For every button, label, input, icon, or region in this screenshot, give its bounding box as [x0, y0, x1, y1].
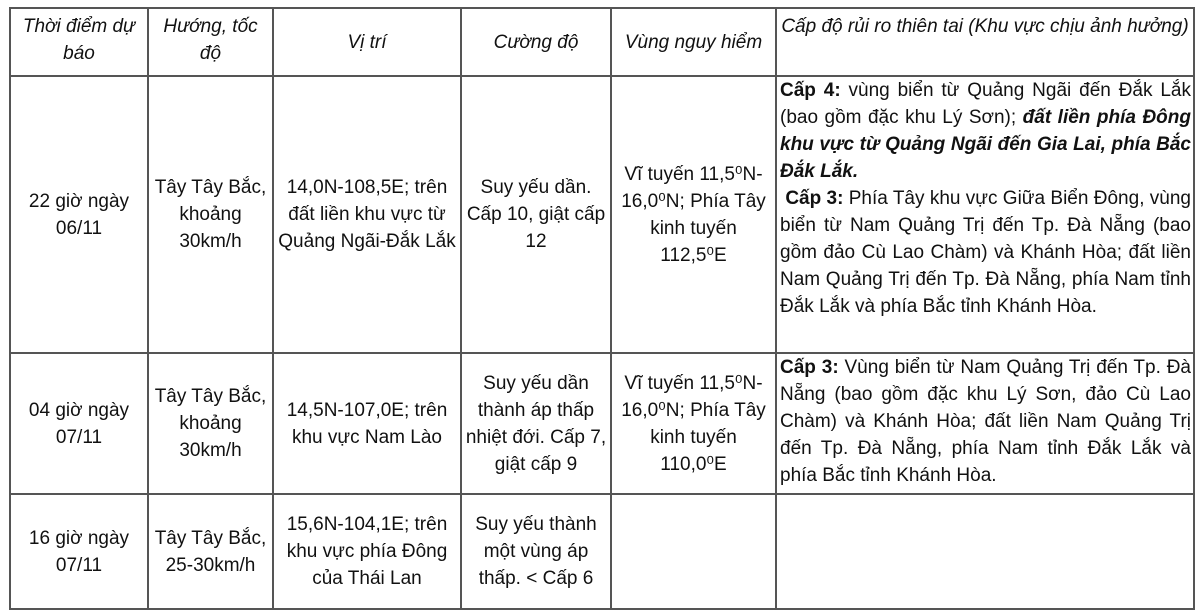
cell-intensity: Suy yếu dần thành áp thấp nhiệt đới. Cấp 7, giật cấp 9 — [461, 353, 611, 494]
table-row — [10, 494, 1194, 609]
cell-danger-zone: Vĩ tuyến 11,5⁰N-16,0⁰N; Phía Tây kinh tuyến 112,5⁰E — [611, 76, 776, 353]
header-direction: Hướng, tốc độ — [148, 8, 273, 76]
risk-level-label: Cấp 3: — [780, 357, 839, 378]
risk-emphasis: đất liền phía Đông khu vực từ Quảng Ngãi đến Gia Lai, phía Bắc Đắk Lắk. — [780, 107, 1191, 182]
cell-direction: Tây Tây Bắc, 25-30km/h — [148, 494, 273, 609]
risk-level-label: Cấp 4: — [780, 80, 841, 101]
table-row — [10, 76, 1194, 353]
header-intensity: Cường độ — [461, 8, 611, 76]
risk-text: Vùng biển từ Nam Quảng Trị đến Tp. Đà Nẵng (bao gồm đặc khu Lý Sơn, đảo Cù Lao Chàm) và Khánh Hòa; đất liền Nam Quảng Trị đến Tp. Đà Nẵng, phía Nam tỉnh Đắk Lắk và phía Bắc tỉnh Khánh Hòa. — [780, 357, 1191, 486]
cell-intensity: Suy yếu dần. Cấp 10, giật cấp 12 — [461, 76, 611, 353]
forecast-table — [9, 7, 1195, 610]
risk-text: vùng biển từ Quảng Ngãi đến Đắk Lắk (bao gồm đặc khu Lý Sơn); — [780, 80, 1191, 128]
cell-position: 15,6N-104,1E; trên khu vực phía Đông của Thái Lan — [273, 494, 461, 609]
cell-time: 22 giờ ngày 06/11 — [10, 76, 148, 353]
cell-position: 14,0N-108,5E; trên đất liền khu vực từ Quảng Ngãi-Đắk Lắk — [273, 76, 461, 353]
cell-intensity: Suy yếu thành một vùng áp thấp. < Cấp 6 — [461, 494, 611, 609]
header-danger-zone: Vùng nguy hiểm — [611, 8, 776, 76]
table-row — [10, 353, 1194, 494]
header-row — [10, 8, 1194, 76]
header-time: Thời điểm dự báo — [10, 8, 148, 76]
cell-position: 14,5N-107,0E; trên khu vực Nam Lào — [273, 353, 461, 494]
header-position: Vị trí — [273, 8, 461, 76]
cell-direction: Tây Tây Bắc, khoảng 30km/h — [148, 76, 273, 353]
cell-direction: Tây Tây Bắc, khoảng 30km/h — [148, 353, 273, 494]
cell-risk-level — [776, 353, 1194, 494]
cell-risk-level — [776, 76, 1194, 353]
cell-time: 04 giờ ngày 07/11 — [10, 353, 148, 494]
cell-risk-level — [776, 494, 1194, 609]
cell-danger-zone — [611, 494, 776, 609]
cell-danger-zone: Vĩ tuyến 11,5⁰N-16,0⁰N; Phía Tây kinh tuyến 110,0⁰E — [611, 353, 776, 494]
header-risk-level: Cấp độ rủi ro thiên tai (Khu vực chịu ảnh hưởng) — [776, 8, 1194, 76]
cell-time: 16 giờ ngày 07/11 — [10, 494, 148, 609]
risk-text: Phía Tây khu vực Giữa Biển Đông, vùng biển từ Nam Quảng Trị đến Tp. Đà Nẵng (bao gồm đảo Cù Lao Chàm) và Khánh Hòa; đất liền Nam Quảng Trị đến Tp. Đà Nẵng, phía Nam tỉnh Đắk Lắk và phía Bắc tỉnh Khánh Hòa. — [780, 188, 1191, 317]
risk-level-label: Cấp 3: — [785, 188, 844, 209]
